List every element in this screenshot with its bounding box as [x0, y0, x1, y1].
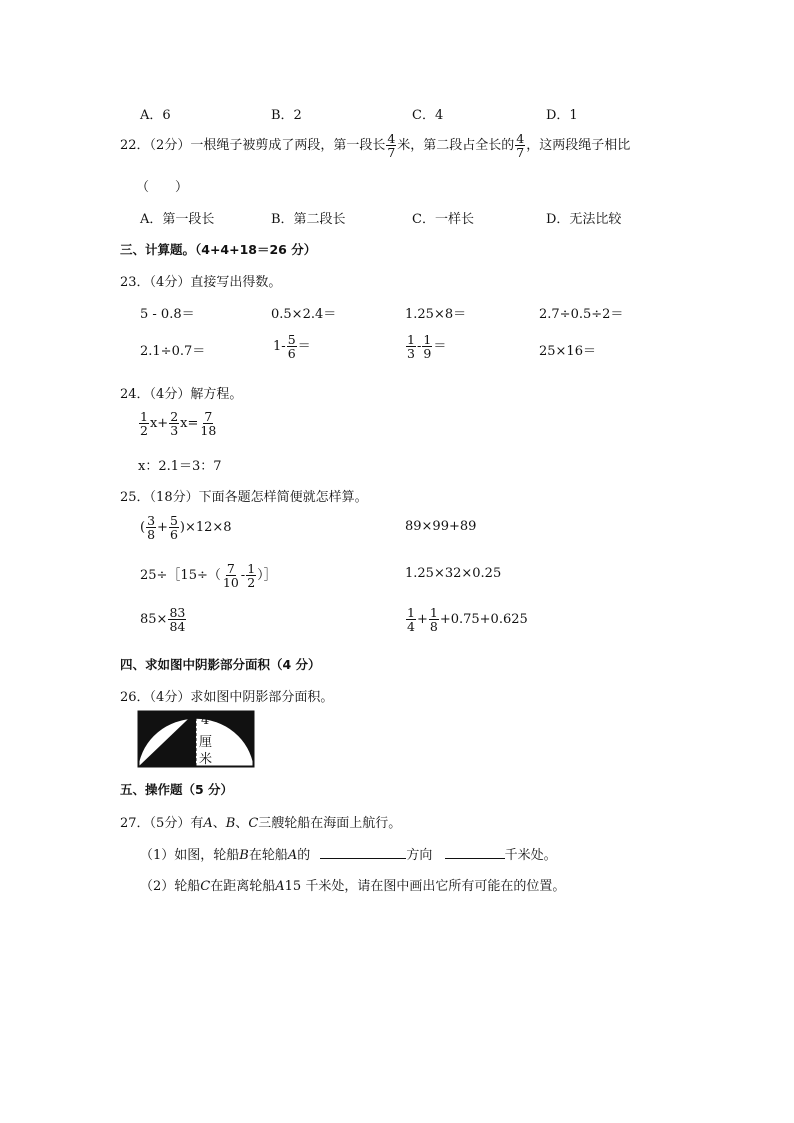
shaded-area-diagram: [137, 710, 255, 768]
q24-stem: 24．（4分）解方程。: [120, 387, 243, 402]
q27-stem: 27．（5分）有A、B、C三艘轮船在海面上航行。: [120, 816, 402, 831]
q23-item-2: 0.5×2.4＝: [271, 307, 337, 322]
q21-option-b: B．2: [271, 108, 302, 123]
q23-item-5: 2.1÷0.7＝: [140, 344, 206, 359]
q25-expr-3: 25÷［15÷（ $\frac{7}{10}$ - $\frac{1}{2}$ ）］: [140, 561, 277, 591]
q22-stem: [120, 132, 630, 159]
q23-item-8: 25×16＝: [539, 344, 596, 359]
q23-item-7: $\frac{1}{3}$ - $\frac{1}{9}$ ＝: [407, 332, 447, 362]
q23-item-6: 1- $\frac{5}{6}$ ＝: [273, 332, 311, 362]
q23-stem: 23．（4分）直接写出得数。: [120, 275, 282, 290]
q22-stem-part3: ，这两段绳子相比: [526, 138, 631, 154]
q26-label-number: 4: [201, 713, 210, 728]
q25-expr-4: 1.25×32×0.25: [405, 566, 502, 581]
q21-option-a: A．6: [140, 108, 171, 123]
section4-title: 四、求如图中阴影部分面积（4 分）: [120, 657, 321, 672]
q22-option-d: D．无法比较: [546, 212, 622, 227]
section3-title: 三、计算题。（4+4+18＝26 分）: [120, 242, 317, 257]
q26-label-char-2: 米: [199, 752, 213, 767]
q22-option-b: B．第二段长: [271, 212, 346, 227]
q23-item-4: 2.7÷0.5÷2＝: [539, 307, 624, 322]
q22-answer-paren: （ ）: [136, 180, 189, 195]
q27-answer-blank-direction[interactable]: [320, 857, 406, 859]
q22-option-a: A．第一段长: [140, 212, 215, 227]
q25-stem: 25．（18分）下面各题怎样简便就怎样算。: [120, 490, 368, 505]
q24-equation-2: x：2.1＝3：7: [138, 459, 222, 474]
q24-equation-1: $\frac{1}{2}$ x+ $\frac{2}{3}$ x= $\frac{7}{18}$: [140, 409, 217, 439]
q27-part-2: （2）轮船C在距离轮船A15 千米处，请在图中画出它所有可能在的位置。: [140, 879, 566, 894]
q23-item-1: 5 - 0.8＝: [140, 307, 195, 322]
q21-option-d: D．1: [546, 108, 578, 123]
q27-answer-blank-distance[interactable]: [445, 857, 505, 859]
q26-stem: 26．（4分）求如图中阴影部分面积。: [120, 690, 334, 705]
q23-item-3: 1.25×8＝: [405, 307, 467, 322]
q25-expr-6: $\frac{1}{4}$ + $\frac{1}{8}$ +0.75+0.625: [407, 605, 528, 635]
section5-title: 五、操作题（5 分）: [120, 782, 234, 797]
q22-stem-part2: 米，第二段占全长的: [397, 138, 515, 154]
q25-expr-5: 85× $\frac{83}{84}$: [140, 605, 186, 635]
q26-shaded-figure: [137, 710, 255, 768]
q22-fraction-1: $\frac{4}{7}$: [387, 131, 396, 161]
q27-part-1: （1）如图，轮船B在轮船A的 方向 千米处。: [140, 848, 557, 863]
q22-fraction-2: $\frac{4}{7}$: [516, 131, 525, 161]
q21-option-c: C．4: [412, 108, 444, 123]
q25-expr-2: 89×99+89: [405, 519, 477, 534]
q26-label-char-1: 厘: [199, 735, 213, 750]
q22-option-c: C．一样长: [412, 212, 474, 227]
q22-stem-part1: 22．（2分）一根绳子被剪成了两段，第一段长: [120, 138, 386, 154]
q25-expr-1: ( $\frac{3}{8}$ + $\frac{5}{6}$ )×12×8: [140, 513, 232, 543]
